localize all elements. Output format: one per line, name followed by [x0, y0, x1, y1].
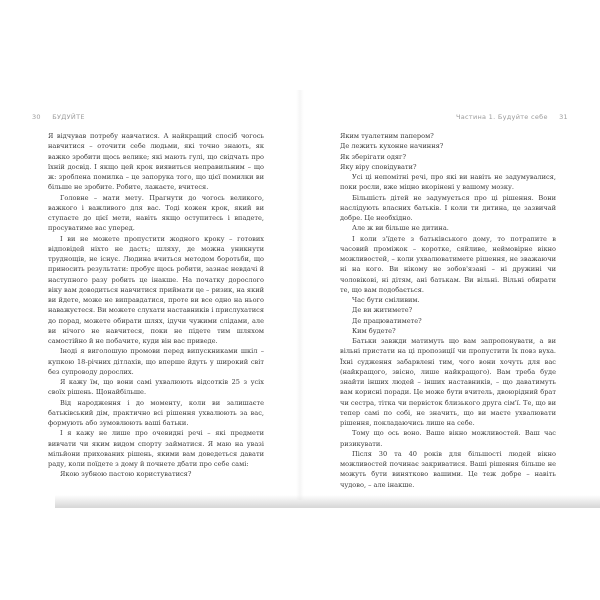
paragraph: І я кажу не лише про очевидні речі – які предмети вивчати чи яким видом спорту займатися. Я маю на увазі мільйони прихованих рішень, якими вам доведеться давати раду, коли поїдете з дому й почнете дбати про себе самі:: [48, 429, 264, 468]
right-running-title: Частина 1. Будуйте себе: [455, 113, 548, 121]
paragraph: Іноді я виголошую промови перед випускниками шкіл – купкою 18-річних дітлахів, що вперше йдуть у широкий світ без супроводу дорослих.: [48, 347, 264, 376]
book-gutter: [296, 90, 304, 500]
left-running-head: [32, 113, 85, 121]
left-running-title: БУДУЙТЕ: [52, 113, 85, 121]
paragraph: Я відчував потребу навчатися. А найкращий спосіб чогось навчитися – оточити себе людьми, які точно знають, як важко зробити щось велике; які мають гулі, що свідчать про їхній досвід. І якщо цей крок виявиться неправильним – що ж: зроблена помилка – це запорука того, що цієї помилки ви більше не зробите. Робите, лажаєте, вчитеся.: [48, 132, 264, 192]
left-page-body: [48, 131, 264, 480]
book-bottom-edge-shadow: [55, 495, 600, 508]
left-page-number: 30: [32, 113, 41, 121]
paragraph: І ви не можете пропустити жодного кроку – готових відповідей ніхто не дасть; шляху, де можна уникнути труднощів, не існує. Людина вчиться методом боротьби, що приносить результати: пробує щось робити, зазнає невдачі й наступного разу робить це інакше. На початку дорослого віку вам доводиться навчитися приймати це – ризик, на який ви йдете, може не виправдатися, проте ви все одно на нього наважуєтеся. Ви можете слухати наставників і прислухатися до порад, можете обирати шлях, ідучи чужими слідами, але ви нічого не навчитеся, поки не підете тим шляхом самостійно й не побачите, куди він вас приведе.: [48, 234, 264, 345]
paragraph: Батьки завжди матимуть що вам запропонувати, а ви вільні пристати на ці пропозиції чи пропустити їх повз вуха. Їхні судження забарвлені тим, чого вони хочуть для вас (найкращого, звісно, лише найкращого). Вам треба буде знайти інших людей – інших наставників, – що даватимуть вам корисні поради. Це може бути вчитель, двоюрідний брат чи сестра, тітка чи первісток близького друга сім'ї. Те, що ви тепер самі по собі, не значить, що ви маєте ухвалювати рішення, покладаючись лише на себе.: [340, 337, 556, 427]
paragraph: Тому що ось воно. Ваше вікно можливостей. Ваш час ризикувати.: [340, 429, 556, 448]
paragraph: Як зберігати одяг?: [340, 152, 407, 161]
right-running-head: [456, 113, 568, 121]
paragraph: Але ж ви більше не дитина.: [352, 224, 449, 233]
paragraph: Де ви житимете?: [352, 306, 413, 315]
paragraph: Усі ці непомітні речі, про які ви навіть не задумувалися, поки росли, вже міцно вкорінені у вашому мозку.: [340, 173, 556, 192]
paragraph: Де лежить кухонне начиння?: [340, 142, 444, 151]
right-page-number: 31: [559, 113, 568, 121]
paragraph: Головне – мати мету. Прагнути до чогось великого, важкого і важливого для вас. Тоді кожен крок, який ви ступаєте до цієї мети, навіть якщо оступитесь і впадете, просуватиме вас уперед.: [48, 193, 264, 233]
paragraph: Від народження і до моменту, коли ви залишаєте батьківський дім, практично всі рішення ухвалюють за вас, формують або зумовлюють ваші батьки.: [48, 398, 264, 427]
paragraph: Якою зубною пастою користуватися?: [60, 470, 192, 479]
paragraph: Ким будете?: [352, 326, 396, 335]
paragraph: Яким туалетним папером?: [340, 132, 434, 140]
paragraph: Яку віру сповідувати?: [340, 162, 417, 171]
paragraph: Де працюватимете?: [352, 316, 422, 325]
paragraph: Більшість дітей не задумується про ці рішення. Вони наслідують власних батьків. І коли ти дитина, це зазвичай добре. Це необхідно.: [340, 193, 556, 222]
paragraph: Я кажу їм, що вони самі ухвалюють відсотків 25 з усіх своїх рішень. Щонайбільше.: [48, 378, 264, 397]
paragraph: Час бути сміливим.: [352, 296, 420, 304]
paragraph: І коли з'їдете з батьківського дому, то потрапите в часовий проміжок – коротке, сяйливе, неймовірне вікно можливостей, – коли ухвалюватимете рішення, не зважаючи ні на кого. Ви нікому не зобов'язані – ні дружині чи чоловікові, ні дітям, ані батькам. Ви вільні. Вільні обирати те, що вам подобається.: [340, 234, 556, 294]
paragraph: Після 30 та 40 років для більшості людей вікно можливостей починає закриватися. Ваші рішення більше не можуть бути винятково вашими. Це теж добре – навіть чудово, – але інакше.: [340, 449, 556, 489]
right-page-body: [340, 131, 556, 490]
